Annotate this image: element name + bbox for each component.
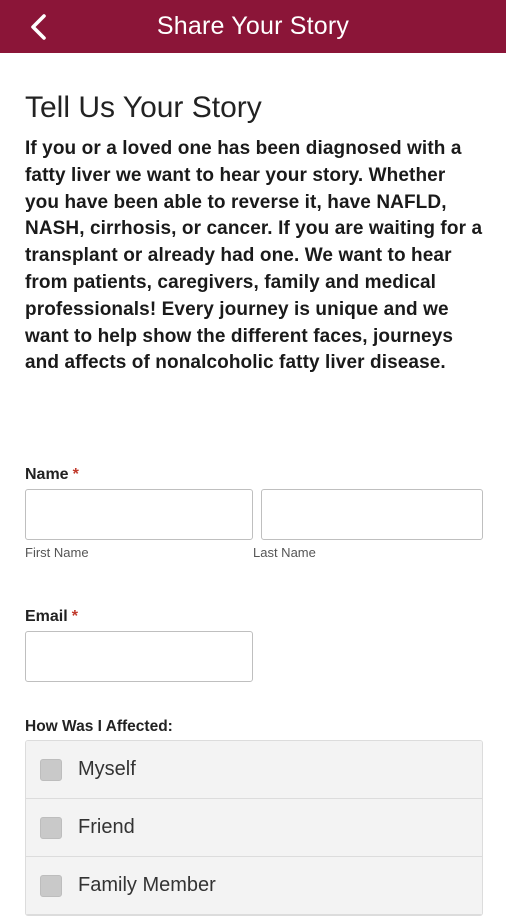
checkbox-option-family-member[interactable] <box>26 857 482 915</box>
checkbox-box[interactable] <box>40 817 62 839</box>
email-label-text: Email <box>25 608 68 625</box>
name-label-text: Name <box>25 466 69 483</box>
checkbox-option-myself[interactable] <box>26 741 482 799</box>
name-sublabels <box>25 545 483 560</box>
email-label <box>25 608 78 626</box>
checkbox-option-friend[interactable] <box>26 799 482 857</box>
checkbox-box[interactable] <box>40 759 62 781</box>
intro-text: If you or a loved one has been diagnosed with a fatty liver we want to hear your story. Whether you have been able to reverse it, have NAFLD, NASH, cirrhosis, or cancer. If you are waiting for a transplant or already had one. We want to hear from patients, caregivers, family and medical professionals! Every journey is unique and we want to help show the different faces, journeys and affects of nonalcoholic fatty liver disease. <box>25 138 483 374</box>
required-mark: * <box>72 466 79 483</box>
checkbox-label: Myself <box>78 758 136 780</box>
email-input[interactable] <box>25 631 253 682</box>
page-title: Tell Us Your Story <box>25 91 262 124</box>
app-header <box>0 0 506 53</box>
last-name-sublabel: Last Name <box>253 545 316 560</box>
story-form-content <box>25 53 483 896</box>
header-title: Share Your Story <box>156 12 350 40</box>
back-button[interactable] <box>22 10 56 44</box>
name-row <box>25 489 483 540</box>
affected-label: How Was I Affected: <box>25 718 173 735</box>
first-name-input[interactable] <box>25 489 253 540</box>
checkbox-label: Friend <box>78 816 135 838</box>
name-label <box>25 466 79 484</box>
required-mark: * <box>71 608 78 625</box>
last-name-input[interactable] <box>261 489 483 540</box>
checkbox-label: Family Member <box>78 874 216 896</box>
affected-checkbox-list <box>25 740 483 916</box>
first-name-sublabel: First Name <box>25 545 89 560</box>
checkbox-box[interactable] <box>40 875 62 897</box>
chevron-left-icon <box>29 13 49 41</box>
